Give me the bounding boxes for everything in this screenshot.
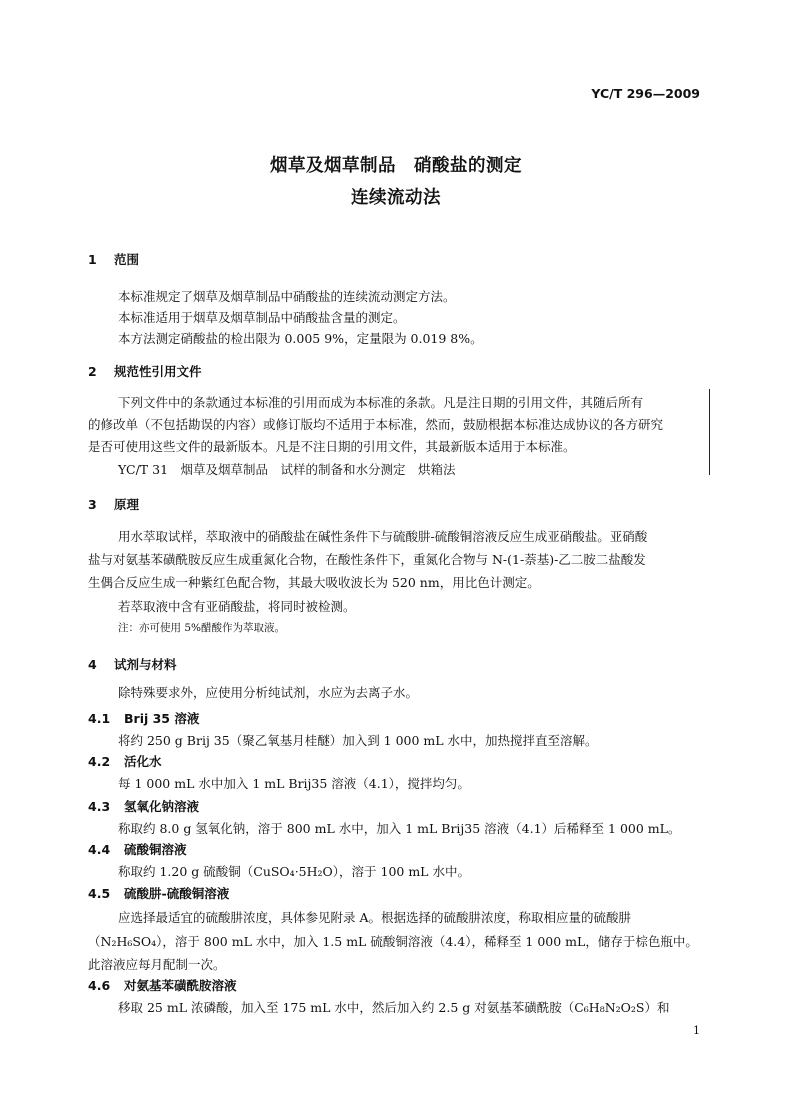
paragraph: 是否可使用这些文件的最新版本。凡是不注日期的引用文件，其最新版本适用于本标准。 [88, 439, 576, 454]
paragraph: 生偶合反应生成一种紫红色配合物，其最大吸收波长为 520 nm，用比色计测定。 [88, 575, 540, 590]
paragraph: 每 1 000 mL 水中加入 1 mL Brij35 溶液（4.1），搅拌均匀。 [118, 776, 470, 791]
paragraph: 移取 25 mL 浓磷酸，加入至 175 mL 水中，然后加入约 2.5 g 对氨基苯磺酰胺（C₆H₈N₂O₂S）和 [118, 1000, 670, 1015]
subsection-4-5-heading: 4.5 硫酸肼-硫酸铜溶液 [88, 886, 230, 901]
document-subtitle: 连续流动法 [351, 188, 441, 208]
paragraph: 称取约 8.0 g 氢氧化钠，溶于 800 mL 水中，加入 1 mL Brij35 溶液（4.1）后稀释至 1 000 mL。 [118, 821, 681, 836]
subsection-4-2-heading: 4.2 活化水 [88, 754, 162, 769]
revision-bar [709, 389, 710, 475]
paragraph: 用水萃取试样，萃取液中的硝酸盐在碱性条件下与硫酸肼-硫酸铜溶液反应生成亚硝酸盐。亚硝酸 [118, 529, 648, 544]
paragraph: 本标准规定了烟草及烟草制品中硝酸盐的连续流动测定方法。 [118, 289, 456, 304]
paragraph: 应选择最适宜的硫酸肼浓度，具体参见附录 A。根据选择的硫酸肼浓度，称取相应量的硫酸肼 [118, 910, 632, 925]
normative-reference: YC/T 31 烟草及烟草制品 试样的制备和水分测定 烘箱法 [118, 462, 456, 477]
paragraph: 盐与对氨基苯磺酰胺反应生成重氮化合物，在酸性条件下，重氮化合物与 N-(1-萘基)-乙二胺二盐酸发 [88, 552, 646, 567]
subsection-4-1-heading: 4.1 Brij 35 溶液 [88, 711, 200, 726]
note: 注：亦可使用 5%醋酸作为萃取液。 [118, 622, 285, 634]
paragraph: 将约 250 g Brij 35（聚乙氧基月桂醚）加入到 1 000 mL 水中，加热搅拌直至溶解。 [118, 733, 598, 748]
paragraph: 除特殊要求外，应使用分析纯试剂，水应为去离子水。 [118, 685, 419, 700]
document-title: 烟草及烟草制品 硝酸盐的测定 [270, 156, 522, 176]
section-2-heading: 2 规范性引用文件 [88, 364, 202, 379]
section-4-heading: 4 试剂与材料 [88, 657, 177, 672]
section-3-heading: 3 原理 [88, 497, 140, 512]
paragraph: 本标准适用于烟草及烟草制品中硝酸盐含量的测定。 [118, 310, 406, 325]
subsection-4-3-heading: 4.3 氢氧化钠溶液 [88, 799, 200, 814]
document-code: YC/T 296—2009 [591, 86, 700, 101]
paragraph: 本方法测定硝酸盐的检出限为 0.005 9%，定量限为 0.019 8%。 [118, 331, 483, 346]
subsection-4-6-heading: 4.6 对氨基苯磺酰胺溶液 [88, 978, 237, 993]
paragraph: 称取约 1.20 g 硫酸铜（CuSO₄·5H₂O），溶于 100 mL 水中。 [118, 864, 470, 879]
page-number: 1 [693, 1024, 700, 1037]
paragraph: 此溶液应每月配制一次。 [88, 957, 226, 972]
subsection-4-4-heading: 4.4 硫酸铜溶液 [88, 842, 187, 857]
paragraph: （N₂H₆SO₄），溶于 800 mL 水中，加入 1.5 mL 硫酸铜溶液（4.4），稀释至 1 000 mL，储存于棕色瓶中。 [88, 934, 698, 949]
paragraph: 下列文件中的条款通过本标准的引用而成为本标准的条款。凡是注日期的引用文件，其随后所有 [118, 395, 644, 410]
section-1-heading: 1 范围 [88, 252, 140, 267]
paragraph: 的修改单（不包括勘误的内容）或修订版均不适用于本标准，然而，鼓励根据本标准达成协议的各方研究 [88, 417, 664, 432]
paragraph: 若萃取液中含有亚硝酸盐，将同时被检测。 [118, 599, 356, 614]
